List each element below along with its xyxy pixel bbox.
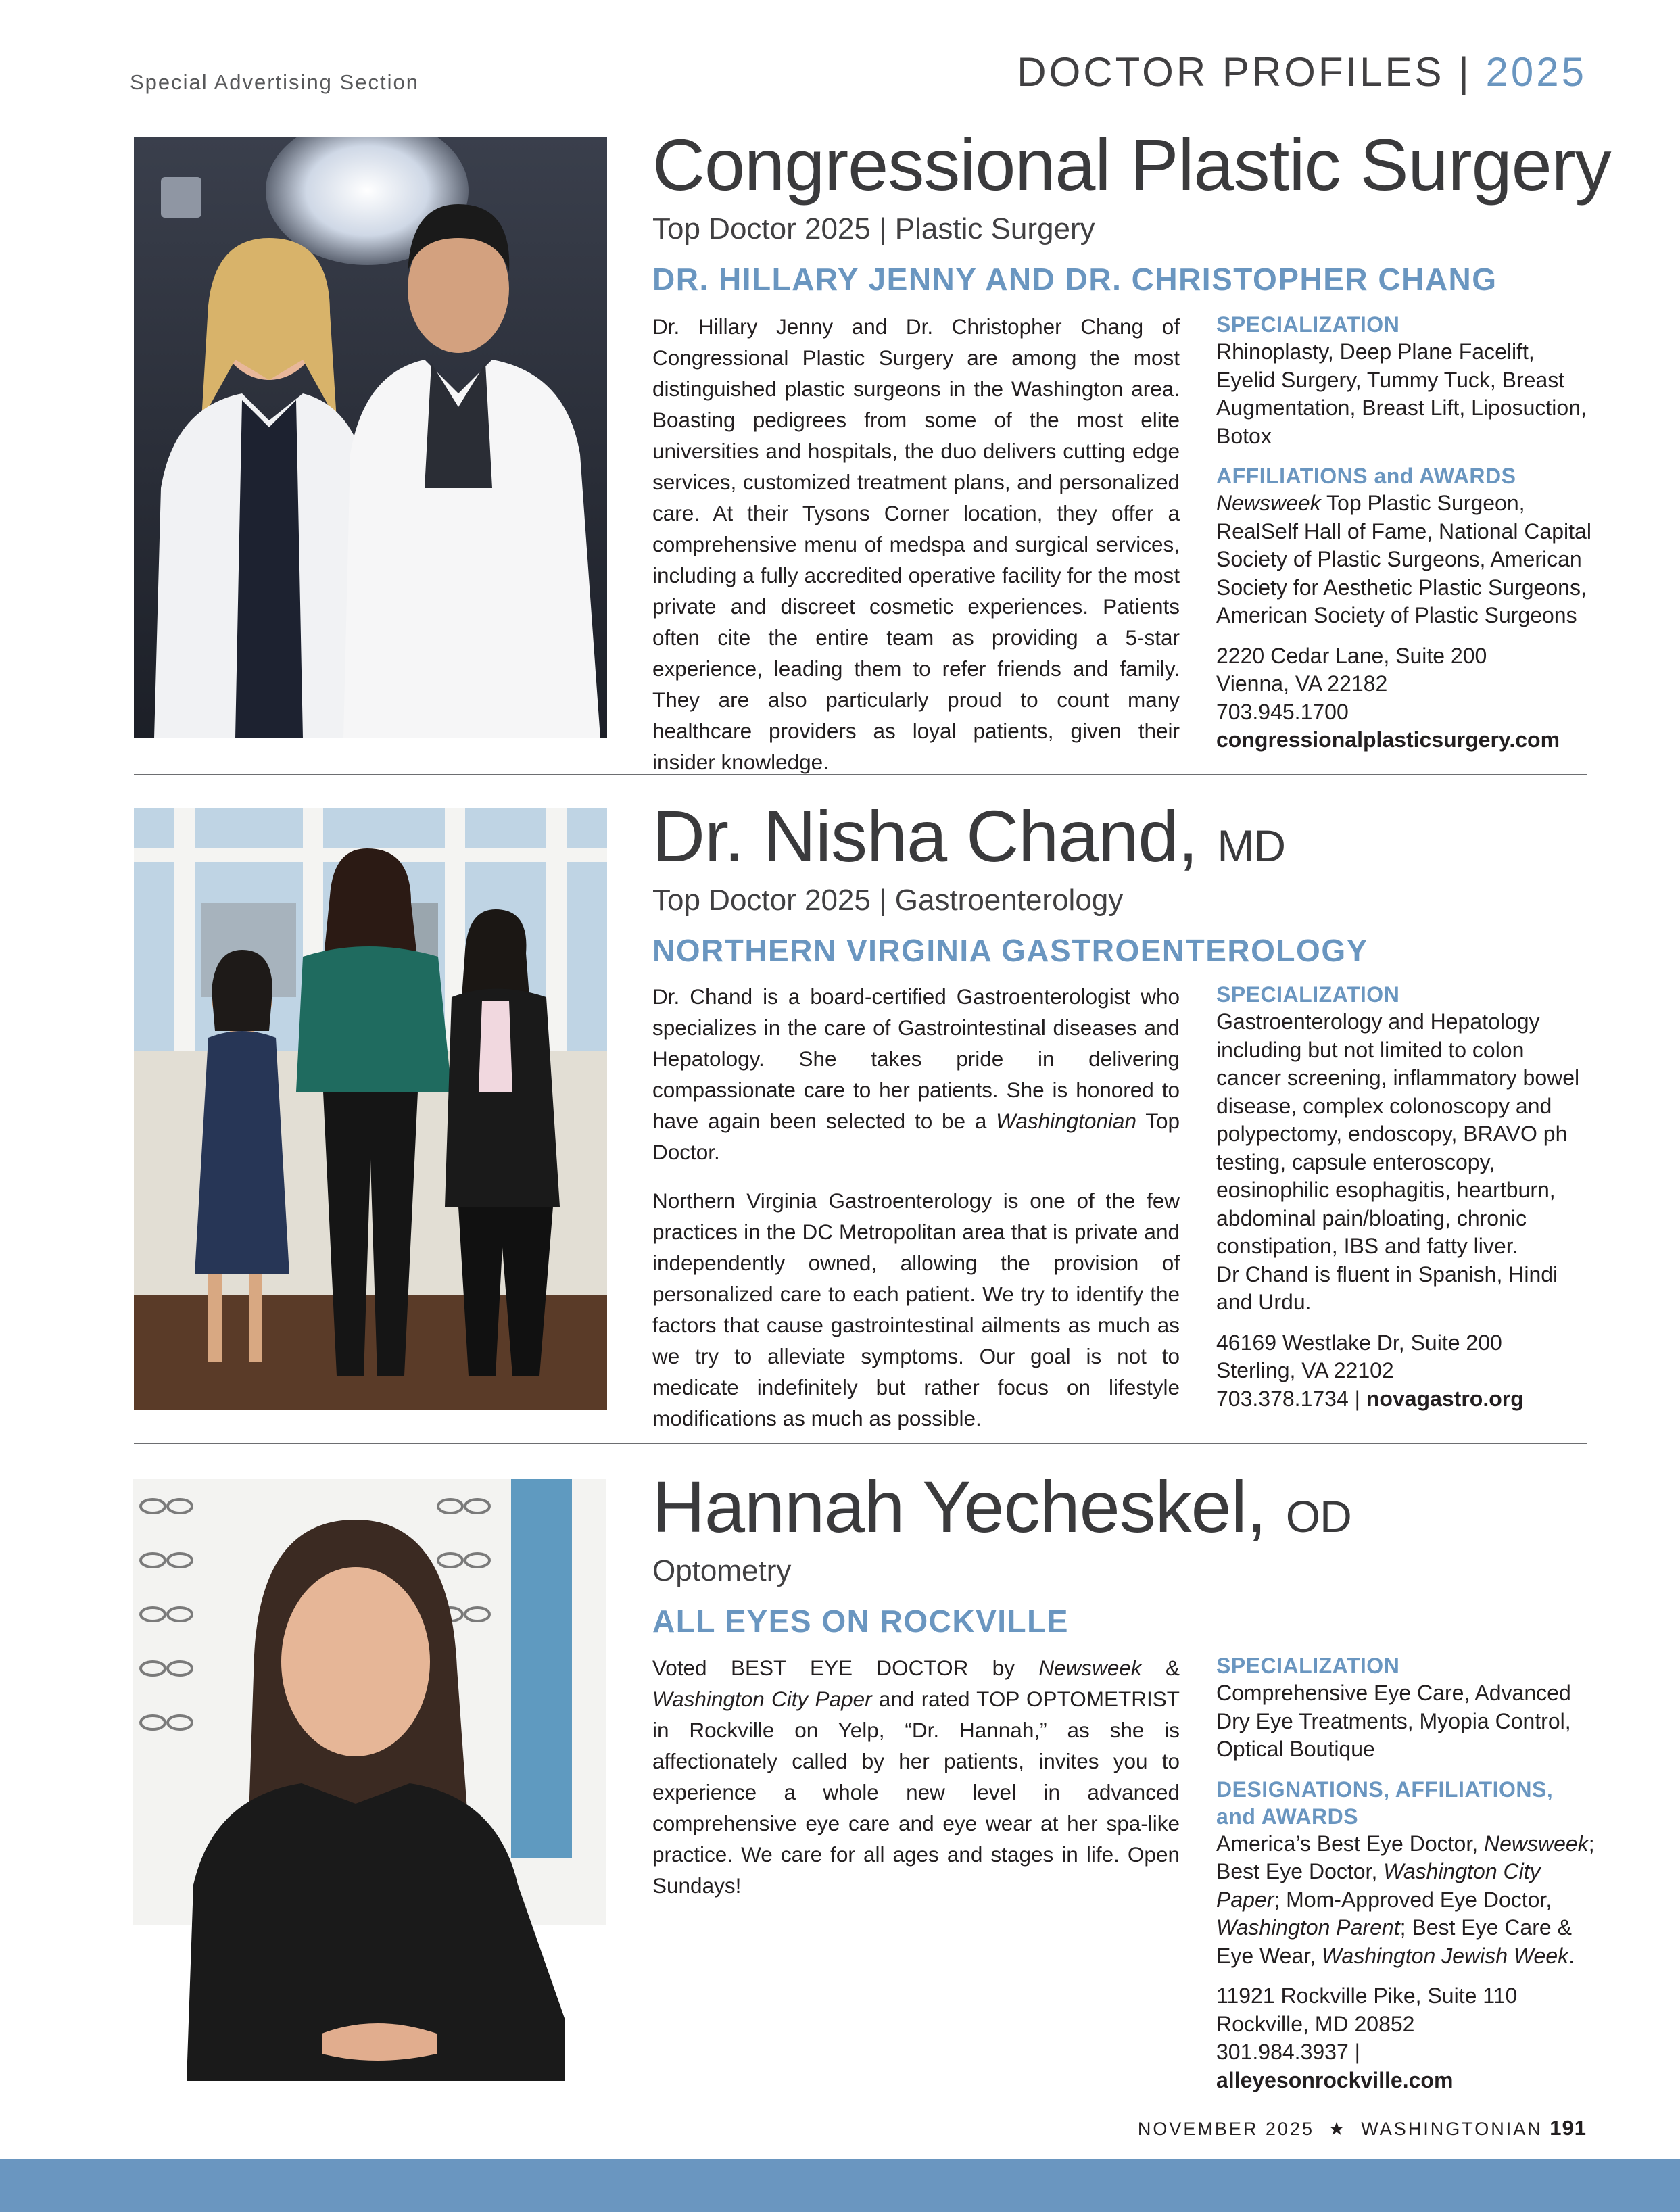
phone: 703.945.1700: [1216, 699, 1349, 724]
profile-practice: DR. HILLARY JENNY AND DR. CHRISTOPHER CHANG: [652, 262, 1497, 297]
address-line-1: 11921 Rockville Pike, Suite 110: [1216, 1983, 1518, 2008]
website-link[interactable]: congressionalplasticsurgery.com: [1216, 727, 1560, 752]
awards-part: .: [1568, 1943, 1575, 1968]
awards-text: [1216, 1830, 1595, 1971]
profile-body: [652, 311, 1180, 795]
body-italic: Newsweek: [1038, 1656, 1142, 1680]
awards-rest: Top Plastic Surgeon, RealSelf Hall of Fame, National Capital Society of Plastic Surgeons, American Society for Aesthetic Plastic Surgeons, American Society of Plastic Surgeons: [1216, 491, 1591, 627]
profile-nisha-chand: [652, 795, 1589, 969]
body-paragraph-1: [652, 981, 1180, 1168]
header-title-text: DOCTOR PROFILES |: [1017, 49, 1472, 95]
address-line-1: 2220 Cedar Lane, Suite 200: [1216, 643, 1487, 668]
awards-part: America’s Best Eye Doctor,: [1216, 1831, 1484, 1856]
body-text: and rated TOP OPTOMETRIST in Rockville on Yelp, “Dr. Hannah,” as she is affectionately called by her patients, invites you to experience a whole new level in advanced comprehensive eye care and eye wear at her spa-like practice. We care for all ages and stages in life. Open Sundays!: [652, 1687, 1180, 1898]
footer-issue: NOVEMBER 2025: [1137, 2119, 1314, 2139]
address-line-2: Rockville, MD 20852: [1216, 2011, 1415, 2036]
body-italic: Washington City Paper: [652, 1687, 872, 1711]
profile-credential: OD: [1285, 1491, 1351, 1541]
profile-practice: NORTHERN VIRGINIA GASTROENTEROLOGY: [652, 933, 1368, 968]
body-text: &: [1141, 1656, 1180, 1680]
body-paragraph: Dr. Hillary Jenny and Dr. Christopher Chang of Congressional Plastic Surgery are among the most distinguished plastic surgeons in the Washington area. Boasting pedigrees from some of the most elite universities and hospitals, the duo delivers cutting edge services, customized treatment plans, and personalized care. At their Tysons Corner location, they offer a comprehensive menu of medspa and surgical services, including a fully accredited operative facility for the most private and discreet cosmetic experiences. Patients often cite the entire team as providing a 5-star experience, leading them to refer friends and family. They are also particularly proud to count many healthcare providers as loyal patients, given their insider knowledge.: [652, 314, 1180, 774]
awards-text: [1216, 489, 1595, 630]
profile-body: [652, 1652, 1180, 1919]
bottom-color-bar: [0, 2159, 1680, 2212]
footer-magazine: WASHINGTONIAN: [1361, 2119, 1543, 2139]
profile-name: [652, 795, 1589, 877]
awards-italic: Washington Parent: [1216, 1915, 1400, 1940]
profile-subtitle: Optometry: [652, 1554, 792, 1587]
specialization-heading: SPECIALIZATION: [1216, 312, 1400, 337]
specialization-text: Comprehensive Eye Care, Advanced Dry Eye Treatments, Myopia Control, Optical Boutique: [1216, 1681, 1571, 1761]
body-paragraph-2: Northern Virginia Gastroenterology is one of the few practices in the DC Metropolitan area that is private and independently owned, allowing the provision of personalized care to each patient. We try to identify the factors that cause gastrointestinal ailments as much as we try to alleviate symptoms. Our goal is not to medicate indefinitely but rather focus on lifestyle modifications as much as possible.: [652, 1188, 1180, 1430]
phone-and-website: [1216, 1385, 1595, 1414]
awards-heading: DESIGNATIONS, AFFILIATIONS, and AWARDS: [1216, 1777, 1554, 1829]
profile-photo-gastro-team: [134, 808, 607, 1410]
phone: 703.378.1734 |: [1216, 1386, 1366, 1411]
star-icon: ★: [1328, 2119, 1347, 2139]
body-text: Dr. Chand is a board-certified Gastroenterologist who specializes in the care of Gastrointestinal diseases and Hepatology. She takes pride in delivering compassionate care to her patients. She is honored to have again been selected to be a: [652, 984, 1180, 1133]
languages-text: Dr Chand is fluent in Spanish, Hindi and Urdu.: [1216, 1261, 1558, 1314]
awards-part: ; Mom-Approved Eye Doctor,: [1274, 1887, 1552, 1912]
profile-subtitle: Top Doctor 2025 | Gastroenterology: [652, 884, 1124, 917]
body-text: Voted BEST EYE DOCTOR by: [652, 1656, 1039, 1680]
awards-italic: Washington City Paper: [1216, 1859, 1541, 1912]
specialization-text: Gastroenterology and Hepatology including but not limited to colon cancer screening, inflammatory bowel disease, complex colonoscopy and polypectomy, endoscopy, BRAVO ph testing, capsule enteroscopy, eosinophilic esophagitis, heartburn, abdominal pain/bloating, chronic constipation, IBS and fatty liver.: [1216, 1009, 1580, 1258]
page-header-title: [1017, 49, 1587, 95]
profile-hannah-yecheskel: [652, 1466, 1589, 1639]
page-number: 191: [1550, 2116, 1587, 2140]
awards-part: ; Best Eye Care & Eye Wear,: [1216, 1915, 1572, 1968]
awards-italic: Washington Jewish Week: [1321, 1943, 1569, 1968]
header-year: 2025: [1485, 49, 1587, 95]
section-divider: [134, 774, 1587, 775]
profile-name: [652, 1466, 1589, 1547]
awards-italic: Newsweek: [1484, 1831, 1589, 1856]
specialization-heading: SPECIALIZATION: [1216, 982, 1400, 1007]
profile-sidebar: [1216, 311, 1595, 754]
address-line-2: Sterling, VA 22102: [1216, 1358, 1394, 1382]
profile-name: [652, 124, 1611, 206]
section-label: Special Advertising Section: [130, 70, 419, 94]
awards-part: ; Best Eye Doctor,: [1216, 1831, 1595, 1883]
awards-italic: Newsweek: [1216, 491, 1321, 515]
section-divider: [134, 1443, 1587, 1444]
profile-congressional-plastic-surgery: [652, 124, 1611, 297]
body-italic: Washingtonian: [996, 1109, 1136, 1133]
awards-heading: AFFILIATIONS and AWARDS: [1216, 464, 1516, 488]
body-paragraph: [652, 1652, 1180, 1901]
profile-name-text: Hannah Yecheskel,: [652, 1466, 1266, 1547]
specialization-heading: SPECIALIZATION: [1216, 1654, 1400, 1678]
profile-credential: MD: [1217, 821, 1286, 871]
address-line-1: 46169 Westlake Dr, Suite 200: [1216, 1330, 1502, 1355]
profile-sidebar: [1216, 1652, 1595, 2094]
profile-photo-hannah-yecheskel: [133, 1479, 606, 2081]
profile-body: [652, 981, 1180, 1451]
profile-practice: ALL EYES ON ROCKVILLE: [652, 1604, 1069, 1639]
page-footer: [1138, 2116, 1587, 2140]
profile-name-text: Congressional Plastic Surgery: [652, 124, 1611, 206]
profile-subtitle: Top Doctor 2025 | Plastic Surgery: [652, 212, 1095, 245]
profile-name-text: Dr. Nisha Chand,: [652, 795, 1198, 877]
website-link[interactable]: alleyesonrockville.com: [1216, 2067, 1454, 2092]
specialization-text: Rhinoplasty, Deep Plane Facelift, Eyelid Surgery, Tummy Tuck, Breast Augmentation, Breast Lift, Liposuction, Botox: [1216, 339, 1587, 448]
profile-sidebar: [1216, 981, 1595, 1413]
website-link[interactable]: novagastro.org: [1366, 1386, 1524, 1411]
phone-and-website: [1216, 2038, 1595, 2094]
profile-photo-plastic-surgeons: [134, 137, 607, 738]
address-line-2: Vienna, VA 22182: [1216, 671, 1388, 696]
body-text: Top Doctor.: [652, 1109, 1180, 1164]
phone: 301.984.3937 |: [1216, 2040, 1360, 2064]
